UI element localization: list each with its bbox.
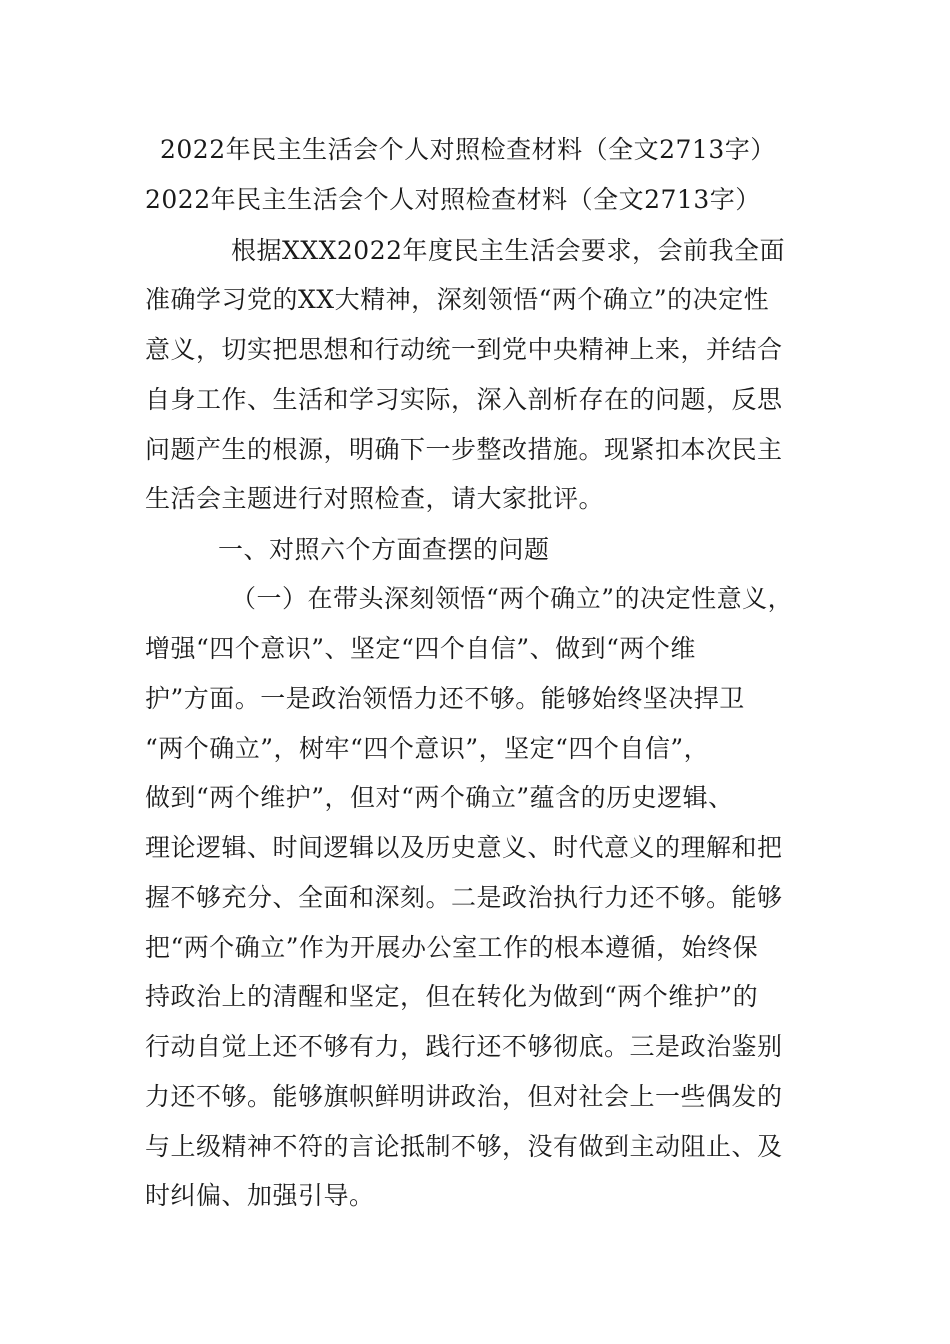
paragraph-line: 行动自觉上还不够有力，践行还不够彻底。三是政治鉴别: [145, 1032, 783, 1061]
section-heading: 一、对照六个方面查摆的问题: [218, 535, 550, 564]
paragraph-line: 力还不够。能够旗帜鲜明讲政治，但对社会上一些偶发的: [145, 1082, 783, 1111]
paragraph-line: 增强“四个意识”、坚定“四个自信”、做到“两个维: [145, 634, 696, 663]
paragraph-line: 握不够充分、全面和深刻。二是政治执行力还不够。能够: [145, 883, 783, 912]
document-subtitle: 2022年民主生活会个人对照检查材料（全文2713字）: [145, 185, 761, 214]
paragraph-line: 做到“两个维护”，但对“两个确立”蕴含的历史逻辑、: [145, 783, 734, 812]
paragraph-line: （一）在带头深刻领悟“两个确立”的决定性意义，: [231, 584, 794, 613]
paragraph-line: 意义，切实把思想和行动统一到党中央精神上来，并结合: [145, 335, 783, 364]
document-title: 2022年民主生活会个人对照检查材料（全文2713字）: [160, 135, 776, 164]
paragraph-line: 护”方面。一是政治领悟力还不够。能够始终坚决捍卫: [145, 684, 745, 713]
paragraph-line: 问题产生的根源，明确下一步整改措施。现紧扣本次民主: [145, 435, 783, 464]
paragraph-line: “两个确立”，树牢“四个意识”，坚定“四个自信”，: [145, 734, 710, 763]
paragraph-line: 理论逻辑、时间逻辑以及历史意义、时代意义的理解和把: [145, 833, 783, 862]
paragraph-line: 把“两个确立”作为开展办公室工作的根本遵循，始终保: [145, 933, 759, 962]
paragraph-line: 与上级精神不符的言论抵制不够，没有做到主动阻止、及: [145, 1132, 783, 1161]
paragraph-line: 准确学习党的XX大精神，深刻领悟“两个确立”的决定性: [145, 285, 770, 314]
paragraph-line: 持政治上的清醒和坚定，但在转化为做到“两个维护”的: [145, 982, 759, 1011]
paragraph-line: 生活会主题进行对照检查，请大家批评。: [145, 484, 605, 513]
paragraph-line: 根据XXX2022年度民主生活会要求，会前我全面: [231, 236, 786, 265]
paragraph-line: 自身工作、生活和学习实际，深入剖析存在的问题，反思: [145, 385, 783, 414]
paragraph-line: 时纠偏、加强引导。: [145, 1181, 375, 1210]
